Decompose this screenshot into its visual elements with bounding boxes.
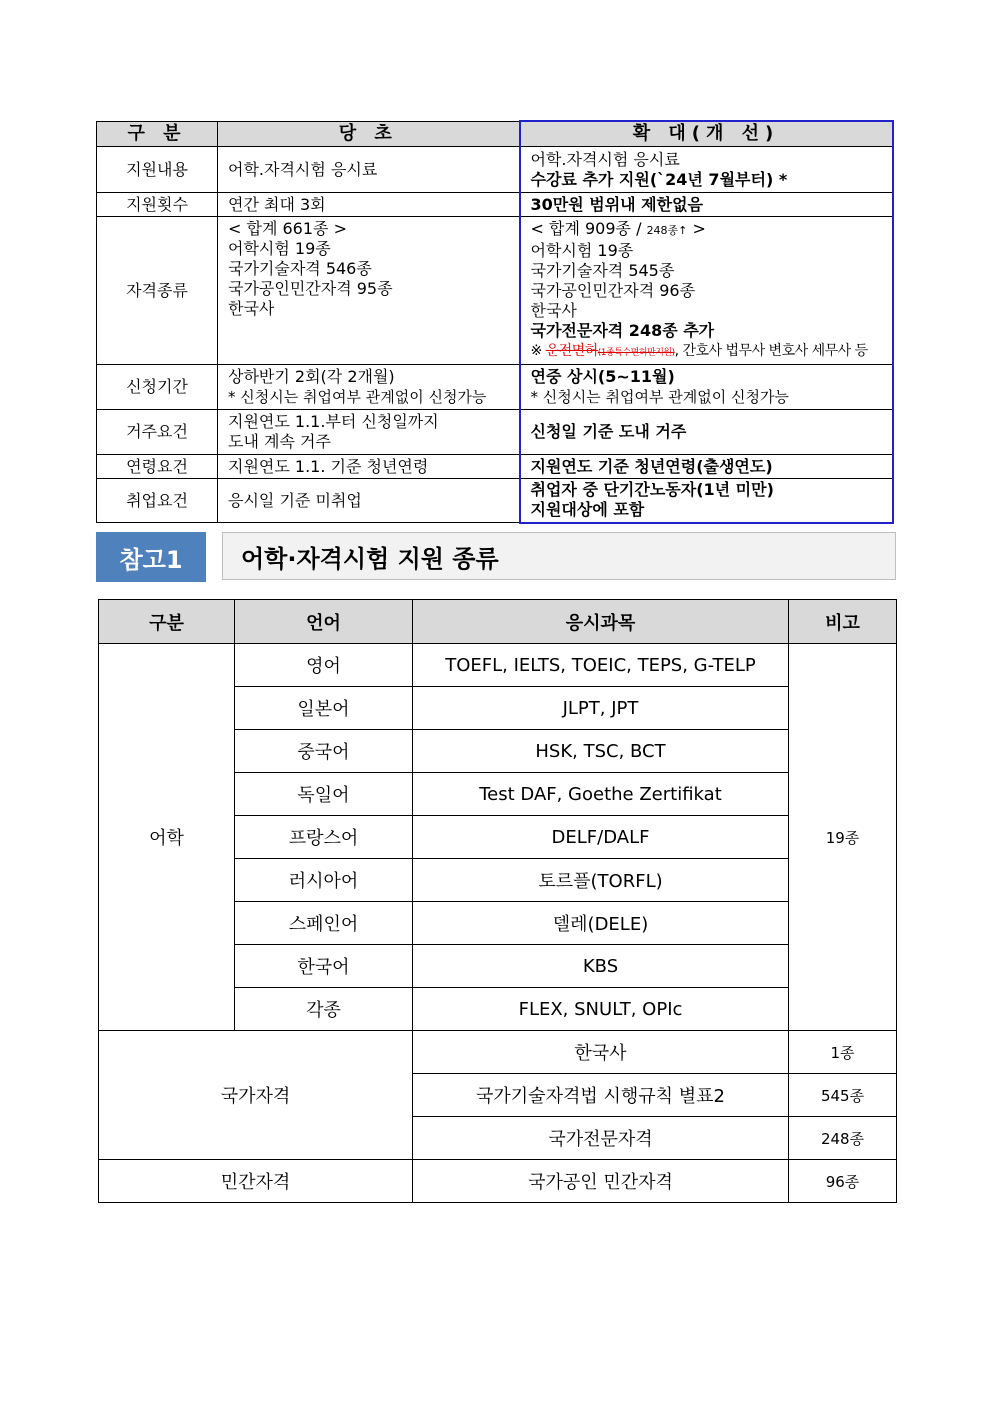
exam-header-row bbox=[99, 600, 897, 644]
row-employment bbox=[97, 479, 893, 523]
label-employment: 취업요건 bbox=[97, 479, 218, 523]
after-type-total-small: 248종↑ bbox=[646, 224, 688, 237]
exam-header-note: 비고 bbox=[789, 600, 897, 644]
before-type-line: 국가기술자격 546종 bbox=[228, 259, 372, 278]
language-cell: 일본어 bbox=[235, 687, 413, 730]
note-mark: ※ bbox=[530, 343, 542, 359]
exam-cell: FLEX, SNULT, OPIc bbox=[413, 988, 789, 1031]
table-row bbox=[99, 644, 897, 687]
note-red: 운전면허 bbox=[545, 343, 598, 359]
language-group-cell: 어학 bbox=[99, 644, 235, 1031]
label-residence: 거주요건 bbox=[97, 410, 218, 455]
row-age bbox=[97, 455, 893, 479]
table-row bbox=[99, 1160, 897, 1203]
header-after: 확 대(개 선) bbox=[520, 121, 893, 147]
before-residence bbox=[218, 410, 520, 455]
after-period bbox=[520, 365, 893, 410]
after-type-line: 국가기술자격 545종 bbox=[530, 261, 675, 280]
exam-cell: 국가전문자격 bbox=[413, 1117, 789, 1160]
language-note-cell: 19종 bbox=[789, 644, 897, 1031]
exam-header-language: 언어 bbox=[235, 600, 413, 644]
before-type-line: < 합계 661종 > bbox=[228, 219, 347, 238]
row-residence bbox=[97, 410, 893, 455]
after-employment-line2: 지원대상에 포함 bbox=[530, 500, 645, 520]
exam-cell: Test DAF, Goethe Zertifikat bbox=[413, 773, 789, 816]
exam-cell: JLPT, JPT bbox=[413, 687, 789, 730]
language-cell: 각종 bbox=[235, 988, 413, 1031]
after-type-total-text: < 합계 909종 / bbox=[530, 219, 642, 238]
exam-cell: HSK, TSC, BCT bbox=[413, 730, 789, 773]
exam-cell: 국가공인 민간자격 bbox=[413, 1160, 789, 1203]
reference-title: 어학·자격시험 지원 종류 bbox=[222, 532, 896, 580]
after-type-line: 국가공인민간자격 96종 bbox=[530, 281, 696, 300]
after-support bbox=[520, 147, 893, 193]
before-period bbox=[218, 365, 520, 410]
language-cell: 스페인어 bbox=[235, 902, 413, 945]
language-cell: 러시아어 bbox=[235, 859, 413, 902]
label-period: 신청기간 bbox=[97, 365, 218, 410]
exam-cell: 델레(DELE) bbox=[413, 902, 789, 945]
comparison-header-row bbox=[97, 121, 893, 147]
before-employment: 응시일 기준 미취업 bbox=[218, 479, 520, 523]
before-period-line1: 상하반기 2회(각 2개월) bbox=[228, 367, 395, 386]
note-cell: 545종 bbox=[789, 1074, 897, 1117]
before-support: 어학.자격시험 응시료 bbox=[218, 147, 520, 193]
language-cell: 중국어 bbox=[235, 730, 413, 773]
national-group-cell: 국가자격 bbox=[99, 1031, 413, 1160]
language-cell: 프랑스어 bbox=[235, 816, 413, 859]
note-rest: , 간호사 법무사 변호사 세무사 등 bbox=[674, 343, 868, 359]
language-cell: 한국어 bbox=[235, 945, 413, 988]
before-type-line: 어학시험 19종 bbox=[228, 239, 331, 258]
before-count: 연간 최대 3회 bbox=[218, 193, 520, 217]
label-type: 자격종류 bbox=[97, 217, 218, 365]
exam-header-subject: 응시과목 bbox=[413, 600, 789, 644]
before-type-line: 국가공인민간자격 95종 bbox=[228, 279, 393, 298]
exam-cell: KBS bbox=[413, 945, 789, 988]
after-age: 지원연도 기준 청년연령(출생연도) bbox=[520, 455, 893, 479]
table-row bbox=[99, 1031, 897, 1074]
after-employment bbox=[520, 479, 893, 523]
before-residence-line2: 도내 계속 거주 bbox=[228, 432, 331, 451]
after-period-line1: 연중 상시(5~11월) bbox=[530, 367, 675, 386]
note-cell: 248종 bbox=[789, 1117, 897, 1160]
exam-cell: TOEFL, IELTS, TOEIC, TEPS, G-TELP bbox=[413, 644, 789, 687]
note-cell: 1종 bbox=[789, 1031, 897, 1074]
after-type bbox=[520, 217, 893, 365]
after-type-line: 어학시험 19종 bbox=[530, 241, 634, 260]
after-count: 30만원 범위내 제한없음 bbox=[520, 193, 893, 217]
exam-cell: 국가기술자격법 시행규칙 별표2 bbox=[413, 1074, 789, 1117]
after-type-note bbox=[531, 341, 882, 363]
exam-header-category: 구분 bbox=[99, 600, 235, 644]
after-type-total-end: > bbox=[692, 219, 706, 238]
reference-badge: 참고1 bbox=[96, 532, 206, 582]
label-support: 지원내용 bbox=[97, 147, 218, 193]
after-residence: 신청일 기준 도내 거주 bbox=[520, 410, 893, 455]
language-cell: 영어 bbox=[235, 644, 413, 687]
after-period-line2: * 신청시는 취업여부 관계없이 신청가능 bbox=[530, 388, 789, 406]
exam-cell: 토르플(TORFL) bbox=[413, 859, 789, 902]
note-cell: 96종 bbox=[789, 1160, 897, 1203]
before-period-line2: * 신청시는 취업여부 관계없이 신청가능 bbox=[228, 388, 487, 406]
before-type bbox=[218, 217, 520, 365]
after-type-total bbox=[531, 219, 882, 241]
exam-cell: DELF/DALF bbox=[413, 816, 789, 859]
exam-cell: 한국사 bbox=[413, 1031, 789, 1074]
row-period bbox=[97, 365, 893, 410]
after-type-bold: 국가전문자격 248종 추가 bbox=[530, 321, 715, 340]
after-support-line2: 수강료 추가 지원(`24년 7월부터) * bbox=[530, 169, 788, 189]
row-count bbox=[97, 193, 893, 217]
after-support-line1: 어학.자격시험 응시료 bbox=[530, 149, 680, 169]
header-category: 구 분 bbox=[97, 121, 218, 147]
before-age: 지원연도 1.1. 기준 청년연령 bbox=[218, 455, 520, 479]
header-before: 당 초 bbox=[218, 121, 520, 147]
label-count: 지원횟수 bbox=[97, 193, 218, 217]
exam-table bbox=[98, 599, 897, 1203]
after-employment-line1: 취업자 중 단기간노동자(1년 미만) bbox=[530, 480, 774, 500]
row-type bbox=[97, 217, 893, 365]
label-age: 연령요건 bbox=[97, 455, 218, 479]
before-type-line: 한국사 bbox=[228, 299, 275, 318]
language-cell: 독일어 bbox=[235, 773, 413, 816]
comparison-table bbox=[96, 120, 894, 524]
private-group-cell: 민간자격 bbox=[99, 1160, 413, 1203]
row-support bbox=[97, 147, 893, 193]
before-residence-line1: 지원연도 1.1.부터 신청일까지 bbox=[228, 412, 439, 431]
note-red-small: (1종특수면허만지원) bbox=[597, 348, 675, 358]
after-type-line: 한국사 bbox=[530, 301, 577, 320]
